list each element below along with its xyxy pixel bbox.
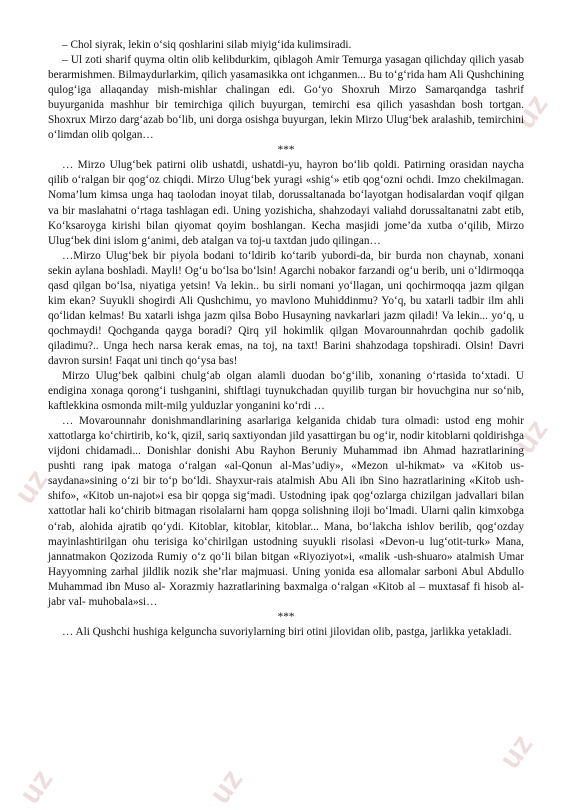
paragraph: Mirzo Ulug‘bek qalbini chulg‘ab olgan alamli duodan bo‘g‘ilib, xonaning o‘rtasida to‘xtadi. U endigina xonaga qorong‘i tushganini, shiftlagi tuynukchadan quyilib turgan bir hovuchgina nur so‘nib, kaftlekkina osmonda milt-milg yulduzlar yonganini ko‘rdi … (48, 370, 524, 413)
paragraph: … Ali Qushchi hushiga kelguncha suvoriylarning biri otini jilovidan olib, pastga, jarlikka yetakladi. (62, 625, 512, 638)
paragraph: …Mirzo Ulug‘bek bir piyola bodani to‘ldirib ko‘tarib yubordi-da, bir burda non chaynab, xonani sekin aylana boshladi. Mayli! Og‘u bo‘lsa bo‘lsin! Agarchi nobakor farzandi og‘u berib, uni o‘ldirmoqqa qasd qilgan bo‘lsa, niyatiga yetsin! Va lekin.. bu sirli nomani yo‘llagan, uni qochirmoqqa jazm qilgan kim ekan? Suyukli shogirdi Ali Qushchimu, yo mavlono Muhiddinmu? Yo‘q, bu xatarli tadbir ilm ahli qo‘lidan kelmas! Bu xatarli ishga jazm qilsa Bobo Husayning navkarlari jazm qiladi! Va lekin... yo‘q, u qochmaydi! Qochganda qayga boradi? Qirq yil hokimlik qilgan Movarounnahrdan qochib gadolik qiladimu?.. Unga hech narsa kerak emas, na toj, na taxt! Barini shahzodaga topshiradi. Olsin! Davri davron sursin! Faqat uni tinch qo‘ysa bas! (48, 249, 524, 367)
watermark: uz (493, 728, 540, 775)
watermark: uz (508, 413, 555, 460)
section-separator: *** (277, 144, 295, 157)
paragraph: – Chol siyrak, lekin o‘siq qoshlarini silab miyig‘ida kulimsiradi. (62, 39, 352, 51)
watermark: uz (203, 763, 250, 810)
paragraph: … Movarounnahr donishmandlarining asarlariga kelganida chidab tura olmadi: ustod eng mohir xattotlarga ko‘chirtirib, ko‘k, qizil, sariq saxtiyondan jild yasattirgan bu og‘ir, nodir kitoblarni qoldirishga vijdoni chidamadi... Donishlar donishi Abu Rayhon Beruniy Muhammad ibn Ahmad hazratlarining pushti rang ipak matoga o‘ralgan «al-Qonun al-Mas’udiy», «Mezon ul-hikmat» va «Kitob us-saydana»sining o‘zi bir to‘p bo‘ldi. Shayxur-rais atalmish Abu Ali ibn Sino hazratlarining «Kitob ush-shifo», «Kitob un-najot»i esa bir qopga sig‘madi. Ustodning ipak qog‘ozlarga chizilgan jadvallari bilan xattotlar hali ko‘chirib bitmagan risolalarni ham qopga solishning iloji bo‘lmadi. Ularni qalin kimxobga o‘rab, alohida ajratib qo‘ydi. Kitoblar, kitoblar, kitoblar... Mana, bo‘lakcha ishlov berilib, qog‘ozday mayinlashtirilgan ohu terisiga ko‘chirilgan ustodning suyukli risolasi «Devon-u lug‘otit-turk» Mana, jannatmakon Qozizoda Rumiy o‘z qo‘li bilan bitgan «Riyoziyot»i, «malik -ush-shuaro» atalmish Umar Hayyomning zarhal jildlik nozik she’rlar majmuasi. Uning yonida esa allomalar sarboni Abul Abdullo Muhammad ibn Muso al- Xorazmiy hazratlarining baxmalga o‘ralgan «Kitob al – muxtasaf fi hisob al-jabr val- muhobala»si… (48, 415, 524, 608)
paragraph: – Ul zoti sharif quyma oltin olib kelibdurkim, qiblagoh Amir Temurga yasagan qilichday qilich yasab berarmishmen. Bilmaydurlarkim, qilich yasamasikka ont ichganmen... Bu to‘g‘rida ham Ali Qushchining qulog‘iga allaqanday mish-mishlar chalingan edi. Go‘yo Shoxruh Mirzo Samarqandga tashrif buyurganida mashhur bir temirchiga qilich buyurgan, temirchi esa qilich yasashdan bosh tortgan. Shoxrux Mirzo darg‘azab bo‘lib, uni dorga osishga buyurgan, lekin Mirzo Ulug‘bek aralashib, temirchini o‘limdan olib qolgan… (48, 54, 524, 142)
watermark: uz (508, 88, 555, 135)
watermark: uz (13, 763, 60, 810)
watermark: uz (8, 463, 55, 510)
section-separator: *** (277, 610, 295, 623)
paragraph: … Mirzo Ulug‘bek patirni olib ushatdi, ushatdi-yu, hayron bo‘lib qoldi. Patirning orasidan naycha qilib o‘ralgan bir qog‘oz chiqdi. Mirzo Ulug‘bek yuragi «shig‘» etib qog‘ozni ochdi. Imzo chekilmagan. Noma’lum kimsa unga haq taolodan inoyat tilab, dorussaltanada bo‘layotgan hodisalardan voqif qilgan va bir maslahatni o‘rtaga tashlagan edi. Uning yozishicha, shahzodayi valiahd dorussaltanatni zabt etib, Ko‘ksaroyga kirishi bilan qiyomat qoyim boshlangan. Kecha masjidi jome’da xutba o‘qilib, Mirzo Ulug‘bek dini islom g‘animi, deb atalgan va toj-u taxtdan judo qilingan… (48, 159, 524, 247)
document-body (48, 38, 524, 640)
